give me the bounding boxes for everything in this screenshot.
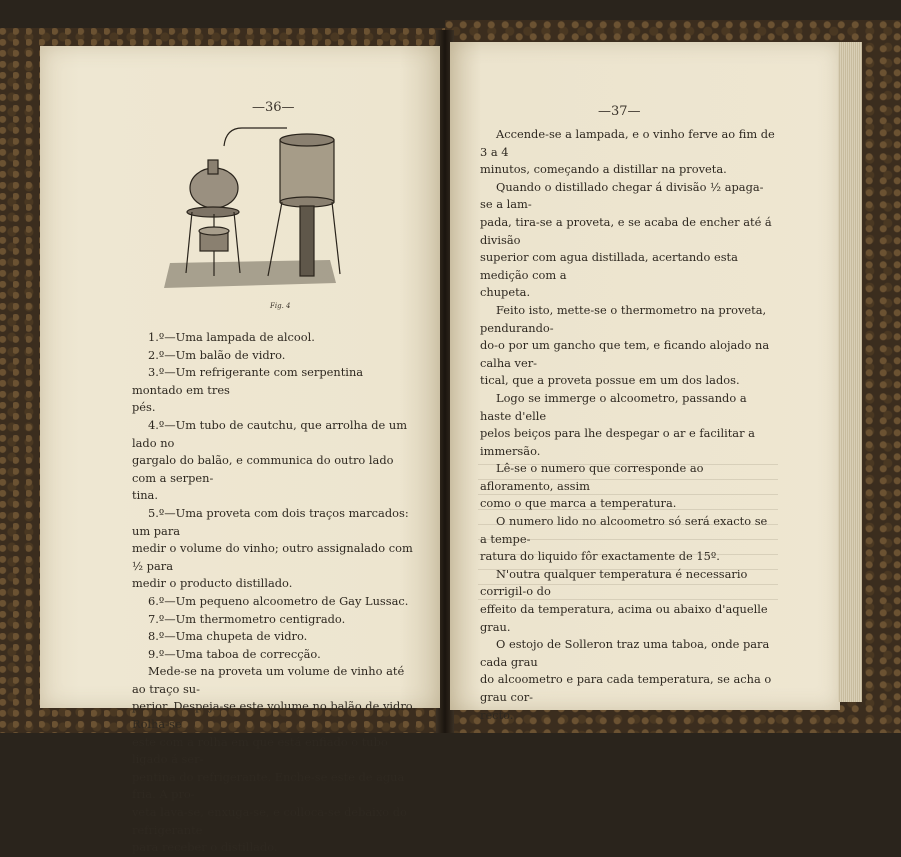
paragraph-line: este com a rolha em que está enfiado o tubo ligado á ser- — [132, 734, 388, 767]
paragraph-line: N'outra qualquer temperatura é necessario corrigil-o do — [480, 566, 748, 599]
paragraph-line: Mede-se na proveta um volume de vinho até ao traço su- — [132, 664, 405, 696]
paragraph-line: chupeta. — [480, 285, 531, 300]
paragraph-line: veta lava-se, enxuga-se, e colloca-se debaixo do refrigerante — [132, 805, 407, 837]
paragraph-line: Feito isto, mette-se o thermometro na proveta, pendurando- — [480, 302, 767, 335]
list-item: gargalo do balão, e communica do outro lado com a serpen- — [132, 453, 394, 485]
distillation-apparatus-illustration — [142, 88, 342, 298]
paragraph-line: superior com agua distillada, acertando esta medição com a — [480, 250, 738, 282]
list-item: pés. — [132, 400, 156, 415]
list-item: medir o volume do vinho; outro assignalado com ½ para — [132, 541, 413, 573]
show-through-table — [478, 450, 778, 610]
paragraph-line: pentina do refrigerante. Enche-se este de agua fria. A pro- — [132, 769, 405, 802]
paragraph-line: Quando o distillado chegar á divisão ½ apaga-se a lam- — [480, 179, 764, 212]
right-page-text — [480, 126, 775, 724]
page-edges — [838, 42, 862, 702]
paragraph-line: do-o por um gancho que tem, e ficando alojado na calha ver- — [480, 338, 770, 370]
right-page-number: —37— — [598, 104, 641, 119]
list-item: 9.º—Uma taboa de correcção. — [148, 646, 321, 661]
paragraph-line: como o que marca a temperatura. — [480, 496, 677, 511]
list-item: 8.º—Uma chupeta de vidro. — [148, 629, 308, 644]
paragraph-line: O numero lido no alcoometro só será exacto se a tempe- — [480, 514, 768, 546]
paragraph-line: pada, tira-se a proveta, e se acaba de encher até á divisão — [480, 214, 772, 247]
left-page-text — [132, 329, 417, 857]
left-page-number: —36— — [252, 100, 295, 115]
list-item: medir o producto distillado. — [132, 576, 293, 591]
list-item: 6.º—Um pequeno alcoometro de Gay Lussac. — [148, 593, 409, 608]
list-item: 7.º—Um thermometro centigrado. — [148, 611, 346, 626]
list-item: tina. — [132, 488, 158, 503]
list-item: 1.º—Uma lampada de alcool. — [148, 330, 315, 344]
list-item: 2.º—Um balão de vidro. — [148, 347, 286, 362]
list-item: 5.º—Uma proveta com dois traços marcados: um para — [132, 505, 409, 538]
paragraph-line: do alcoometro e para cada temperatura, se acha o grau cor- — [480, 672, 772, 704]
list-item: 4.º—Um tubo de cautchu, que arrolha de um lado no — [132, 417, 408, 450]
paragraph-line: Accende-se a lampada, e o vinho ferve ao fim de 3 a 4 — [480, 127, 775, 159]
list-item: 3.º—Um refrigerante com serpentina montado em tres — [132, 365, 364, 397]
figure-caption: Fig. 4 — [270, 302, 291, 310]
paragraph-line: effeito da temperatura, acima ou abaixo d'aquelle grau. — [480, 602, 768, 634]
paragraph-line: ratura do liquido fôr exactamente de 15º. — [480, 549, 720, 564]
paragraph-line: tical, que a proveta possue em um dos lados. — [480, 373, 740, 388]
paragraph-line: perior. Despeja-se este volume no balão de vidro. Rolha-se — [132, 699, 417, 732]
paragraph-line: Logo se immerge o alcoometro, passando a haste d'elle — [480, 390, 747, 423]
paragraph-line: minutos, começando a distillar na proveta. — [480, 162, 727, 177]
paragraph-line: recto. — [480, 707, 514, 722]
paragraph-line: O estojo de Solleron traz uma taboa, onde para cada grau — [480, 637, 770, 669]
paragraph-line: para receber o distillado. — [132, 840, 278, 855]
paragraph-line: Lê-se o numero que corresponde ao afloramento, assim — [480, 461, 704, 493]
paragraph-line: pelos beiços para lhe despegar o ar e facilitar a immersão. — [480, 426, 755, 458]
